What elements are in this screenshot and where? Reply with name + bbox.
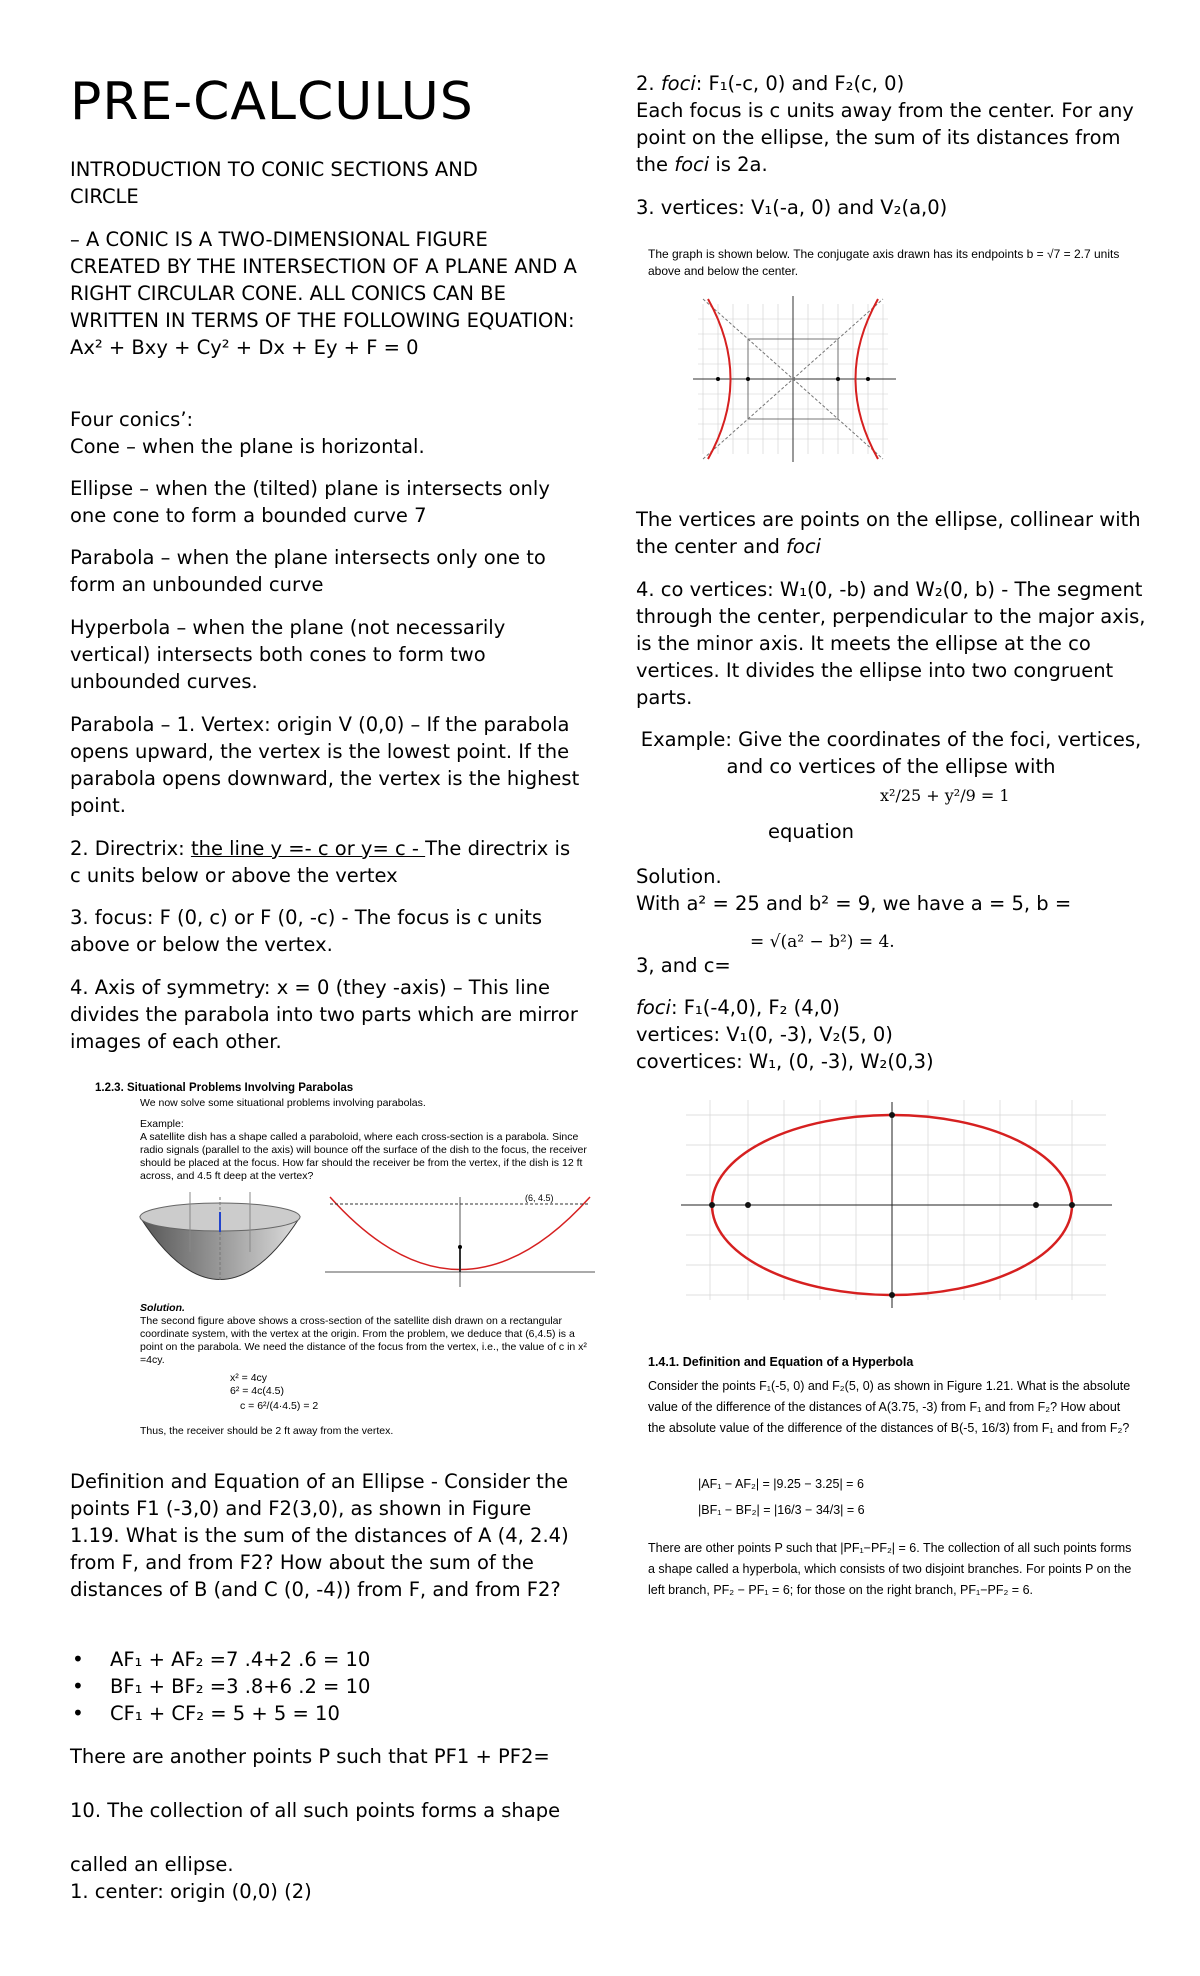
closing-line-3: called an ellipse. bbox=[70, 1853, 234, 1876]
hyperbola-text-1: Consider the points F₁(-5, 0) and F₂(5, 0) as shown in Figure 1.21. What is the absolute value of the difference of the distances of A(3.75, -3) from F₁ and from F₂? How about the absolute value of the difference of the distances of B(-5, 16/3) from F₁ and from F₂? bbox=[648, 1379, 1131, 1435]
hyperbola-paragraph: Hyperbola – when the plane (not necessarily vertical) intersects both cones to form two unbounded curves. bbox=[70, 616, 506, 693]
closing-line-2: 10. The collection of all such points forms a shape bbox=[70, 1799, 561, 1822]
solution-text: The second figure above shows a cross-section of the satellite dish drawn on a rectangular coordinate system, with the vertex at the origin. From the problem, we deduce that (6,4.5) is a point on the parabola. We need the distance of the focus from the vertex, i.e., the value of c in x² =4cy. bbox=[140, 1315, 587, 1366]
point-label: (6, 4.5) bbox=[525, 1193, 554, 1203]
hyperbola-text-2: There are other points P such that |PF₁−PF₂| = 6. The collection of all such points forms a shape called a hyperbola, which consists of two disjoint branches. For points P on the left branch, PF₂ − PF₁ = 6; for those on the right branch, PF₁−PF₂ = 6. bbox=[648, 1541, 1132, 1597]
dish-illustration bbox=[135, 1192, 605, 1292]
example-label: Example: bbox=[140, 1118, 184, 1130]
closing-line-1: There are another points P such that PF1 + PF2= bbox=[70, 1745, 550, 1768]
list-item: • BF₁ + BF₂ =3 .8+6 .2 = 10 bbox=[70, 1673, 580, 1700]
closing-line-4: 1. center: origin (0,0) (2) bbox=[70, 1880, 312, 1903]
list-item: • AF₁ + AF₂ =7 .4+2 .6 = 10 bbox=[70, 1646, 580, 1673]
covertices-paragraph: 4. co vertices: W₁(0, -b) and W₂(0, b) - The segment through the center, perpendicular to the major axis, is the minor axis. It meets the ellipse at the co vertices. It divides the ellipse into two congruent parts. bbox=[636, 578, 1146, 709]
and-c-line: 3, and c= bbox=[636, 954, 731, 977]
hyperbola-definition-figure bbox=[648, 1352, 1148, 1632]
ellipse-definition: Definition and Equation of an Ellipse - Consider the points F1 (-3,0) and F2(3,0), as shown in Figure 1.19. What is the sum of the distances of A (4, 2.4) from F, and from F2? How about the sum of the distances of B (and C (0, -4)) from F, and from F2? bbox=[70, 1470, 569, 1601]
c-formula: = √(a² − b²) = 4. bbox=[750, 932, 895, 952]
satellite-dish-figure bbox=[95, 1082, 605, 1452]
hyperbola-graph-figure bbox=[648, 246, 1148, 471]
directrix-paragraph: 2. Directrix: the line y =- c or y= c - The directrix is c units below or above the vertex bbox=[70, 837, 571, 887]
vertices-line: 3. vertices: V₁(-a, 0) and V₂(a,0) bbox=[636, 196, 948, 219]
conclusion-text: Thus, the receiver should be 2 ft away from the vertex. bbox=[140, 1425, 394, 1437]
hyperbola-caption: The graph is shown below. The conjugate axis drawn has its endpoints b = √7 = 2.7 units above and below the center. bbox=[648, 247, 1120, 278]
solution-with: With a² = 25 and b² = 9, we have a = 5, b = bbox=[636, 892, 1072, 915]
hyperbola-eq-2: |BF₁ − BF₂| = |16/3 − 34/3| = 6 bbox=[698, 1503, 865, 1517]
figure-heading: 1.2.3. Situational Problems Involving Parabolas bbox=[95, 1082, 354, 1094]
intro-paragraph: – A CONIC IS A TWO-DIMENSIONAL FIGURE CREATED BY THE INTERSECTION OF A PLANE AND A RIGHT CIRCULAR CONE. ALL CONICS CAN BE WRITTEN IN TERMS OF THE FOLLOWING EQUATION: Ax² + Bxy + Cy² + Dx + Ey + F = 0 bbox=[70, 228, 577, 359]
foci-description: Each focus is c units away from the center. For any point on the ellipse, the sum of its distances from the foci is 2a. bbox=[636, 99, 1134, 176]
vertices-description: The vertices are points on the ellipse, collinear with the center and foci bbox=[636, 508, 1141, 558]
figure-subheading: We now solve some situational problems involving parabolas. bbox=[140, 1097, 426, 1109]
vertex-paragraph: Parabola – 1. Vertex: origin V (0,0) – If the parabola opens upward, the vertex is the lowest point. If the parabola opens downward, the vertex is the highest point. bbox=[70, 713, 580, 817]
equation-word: equation bbox=[768, 820, 855, 843]
example-text: A satellite dish has a shape called a paraboloid, where each cross-section is a parabola. Since radio signals (parallel to the axis) will bounce off the surface of the dish to the focus, the receiver should be placed at the focus. How far should the receiver be from the vertex, if the dish is 12 ft across, and 4.5 ft deep at the vertex? bbox=[140, 1131, 587, 1182]
solution-heading: Solution. bbox=[636, 865, 722, 888]
subtitle: INTRODUCTION TO CONIC SECTIONS AND CIRCLE bbox=[70, 158, 478, 208]
four-conics-heading: Four conics’: bbox=[70, 408, 194, 431]
ellipse-graph bbox=[676, 1100, 1116, 1310]
ellipse-paragraph: Ellipse – when the (tilted) plane is intersects only one cone to form a bounded curve 7 bbox=[70, 477, 550, 527]
axis-paragraph: 4. Axis of symmetry: x = 0 (they -axis) – This line divides the parabola into two parts which are mirror images of each other. bbox=[70, 976, 578, 1053]
equation-1: x² = 4cy bbox=[230, 1372, 268, 1384]
vertices-answer: vertices: V₁(0, -3), V₂(5, 0) bbox=[636, 1023, 893, 1046]
page-title: PRE-CALCULUS bbox=[70, 72, 474, 132]
ellipse-equation: x²/25 + y²/9 = 1 bbox=[880, 786, 1010, 805]
hyperbola-eq-1: |AF₁ − AF₂| = |9.25 − 3.25| = 6 bbox=[698, 1477, 864, 1491]
focus-paragraph: 3. focus: F (0, c) or F (0, -c) - The focus is c units above or below the vertex. bbox=[70, 906, 543, 956]
list-item: • CF₁ + CF₂ = 5 + 5 = 10 bbox=[70, 1700, 580, 1727]
example-paragraph: Example: Give the coordinates of the foci, vertices, and co vertices of the ellipse with bbox=[640, 728, 1142, 778]
solution-label: Solution. bbox=[140, 1302, 185, 1314]
covertices-answer: covertices: W₁, (0, -3), W₂(0,3) bbox=[636, 1050, 934, 1073]
foci-answer: foci: F₁(-4,0), F₂ (4,0) bbox=[636, 996, 840, 1019]
hyperbola-plot bbox=[688, 294, 898, 464]
cone-paragraph: Cone – when the plane is horizontal. bbox=[70, 435, 425, 458]
equation-2: 6² = 4c(4.5) bbox=[230, 1385, 284, 1397]
distance-list bbox=[70, 1646, 580, 1727]
foci-line: 2. foci: F₁(-c, 0) and F₂(c, 0) bbox=[636, 72, 905, 95]
equation-3: c = 6²/(4·4.5) = 2 bbox=[240, 1400, 319, 1412]
hyperbola-heading: 1.4.1. Definition and Equation of a Hyperbola bbox=[648, 1355, 914, 1369]
parabola-paragraph: Parabola – when the plane intersects only one to form an unbounded curve bbox=[70, 546, 546, 596]
